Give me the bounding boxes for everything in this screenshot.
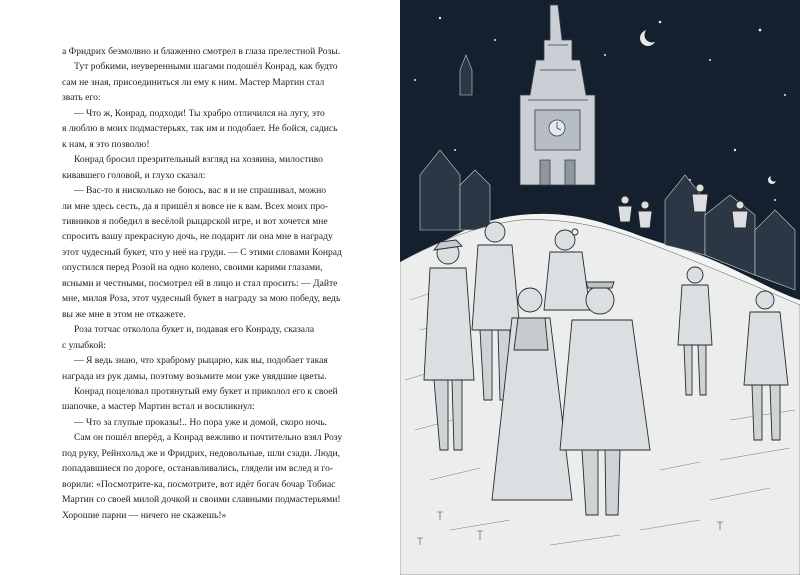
text-line: вы же мне в этом не откажете. <box>62 308 186 320</box>
text-line: — Что ж, Конрад, подходи! Ты храбро отличился на лугу, это <box>74 107 325 119</box>
text-line: с улыбкой: <box>62 339 106 351</box>
flower-icon <box>572 229 578 235</box>
text-line: — Что за глупые проказы!.. Но пора уже и домой, скоро ночь. <box>74 416 327 428</box>
text-line: ясными и честными, посмотрел ей в лицо и стал просить: — Дайте <box>62 277 338 289</box>
text-line: а Фридрих безмолвно и блаженно смотрел в глаза прелестной Розы. <box>62 46 341 57</box>
text-line: ворили: «Посмотрите-ка, посмотрите, вот идёт богач бочар Тобиас <box>62 478 336 490</box>
night-procession-illustration <box>400 0 800 575</box>
text-line: шапочке, а мастер Мартин встал и воскликнул: <box>62 401 255 413</box>
text-line: награда из рук дамы, поэтому возьмите мои уже увядшие цветы. <box>62 370 327 382</box>
text-line: звать его: <box>62 92 101 104</box>
text-line: Хорошие парни — ничего не скажешь!» <box>62 509 227 521</box>
text-line: Тут робкими, неуверенными шагами подошёл Конрад, как будто <box>74 61 338 73</box>
text-column <box>62 44 362 523</box>
text-line: под руку, Рейнхольд же и Фридрих, недовольные, шли сзади. Люди, <box>62 447 340 459</box>
text-line: тивников я победил в весёлой рыцарской игре, и вот хочется мне <box>62 215 328 227</box>
text-line: ли мне здесь сесть, да я пришёл я вовсе не к вам. Всех моих про- <box>62 200 329 212</box>
text-line: Конрад поцеловал протянутый ему букет и приколол его к своей <box>74 385 338 397</box>
text-line: попадавшиеся по дороге, останавливались, глядели им вслед и го- <box>62 463 334 475</box>
text-line: Сам он пошёл вперёд, а Конрад вежливо и почтительно взял Розу <box>74 432 343 444</box>
text-line: — Вас-то я нисколько не боюсь, вас я и не спрашивал, можно <box>74 185 327 197</box>
text-line: к нам, я это позволю! <box>62 138 150 150</box>
text-line: Мартин со своей милой дочкой и своими славными подмастерьями! <box>62 494 341 506</box>
text-line: Роза тотчас отколола букет и, подавая его Конраду, сказала <box>74 324 315 336</box>
text-line: кивавшего головой, и глухо сказал: <box>62 169 206 181</box>
text-line: я люблю в моих подмастерьях, так им и подобает. Не бойся, садись <box>62 123 338 135</box>
text-line: — Я ведь знаю, что храброму рыцарю, как вы, подобает такая <box>74 355 328 367</box>
illustration-page <box>400 0 800 575</box>
text-line: мне, милая Роза, этот чудесный букет в награду за мою победу, ведь <box>62 293 341 305</box>
text-line: спросить вашу прекрасную дочь, не подарит ли она мне в награду <box>62 231 333 243</box>
text-line: сам не зная, присоединиться ли ему к ним. Мастер Мартин стал <box>62 76 325 88</box>
text-line: Конрад бросил презрительный взгляд на хозяина, милостиво <box>74 154 323 166</box>
text-line: этот чудесный букет, что у неё на груди. — С этими словами Конрад <box>62 246 342 258</box>
text-line: опустился перед Розой на одно колено, своими карими глазами, <box>62 262 323 274</box>
